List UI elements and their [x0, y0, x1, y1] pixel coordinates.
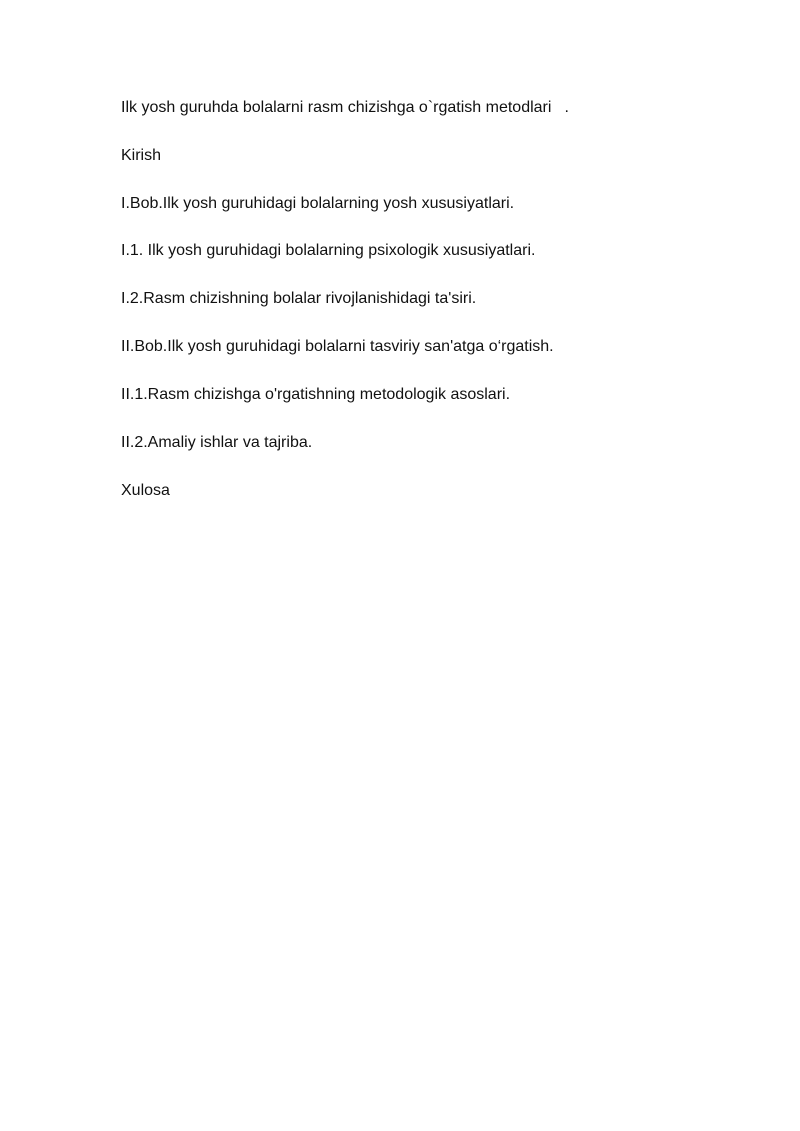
toc-item-section-1-2: I.2.Rasm chizishning bolalar rivojlanishidagi ta'siri. [121, 290, 477, 307]
toc-item-chapter-1: I.Bob.Ilk yosh guruhidagi bolalarning yosh xususiyatlari. [121, 195, 515, 212]
toc-item-section-2-1: II.1.Rasm chizishga o'rgatishning metodologik asoslari. [121, 386, 511, 403]
toc-item-introduction: Kirish [121, 147, 162, 164]
toc-item-conclusion: Xulosa [121, 482, 170, 499]
toc-item-section-2-2: II.2.Amaliy ishlar va tajriba. [121, 434, 313, 451]
toc-item-chapter-2: II.Bob.Ilk yosh guruhidagi bolalarni tasviriy san'atga o‘rgatish. [121, 338, 554, 355]
toc-item-section-1-1: I.1. Ilk yosh guruhidagi bolalarning psixologik xususiyatlari. [121, 242, 536, 259]
document-title [121, 98, 569, 118]
document-title-dot: . [564, 99, 569, 116]
document-title-text: Ilk yosh guruhda bolalarni rasm chizishga o`rgatish metodlari [121, 99, 552, 116]
